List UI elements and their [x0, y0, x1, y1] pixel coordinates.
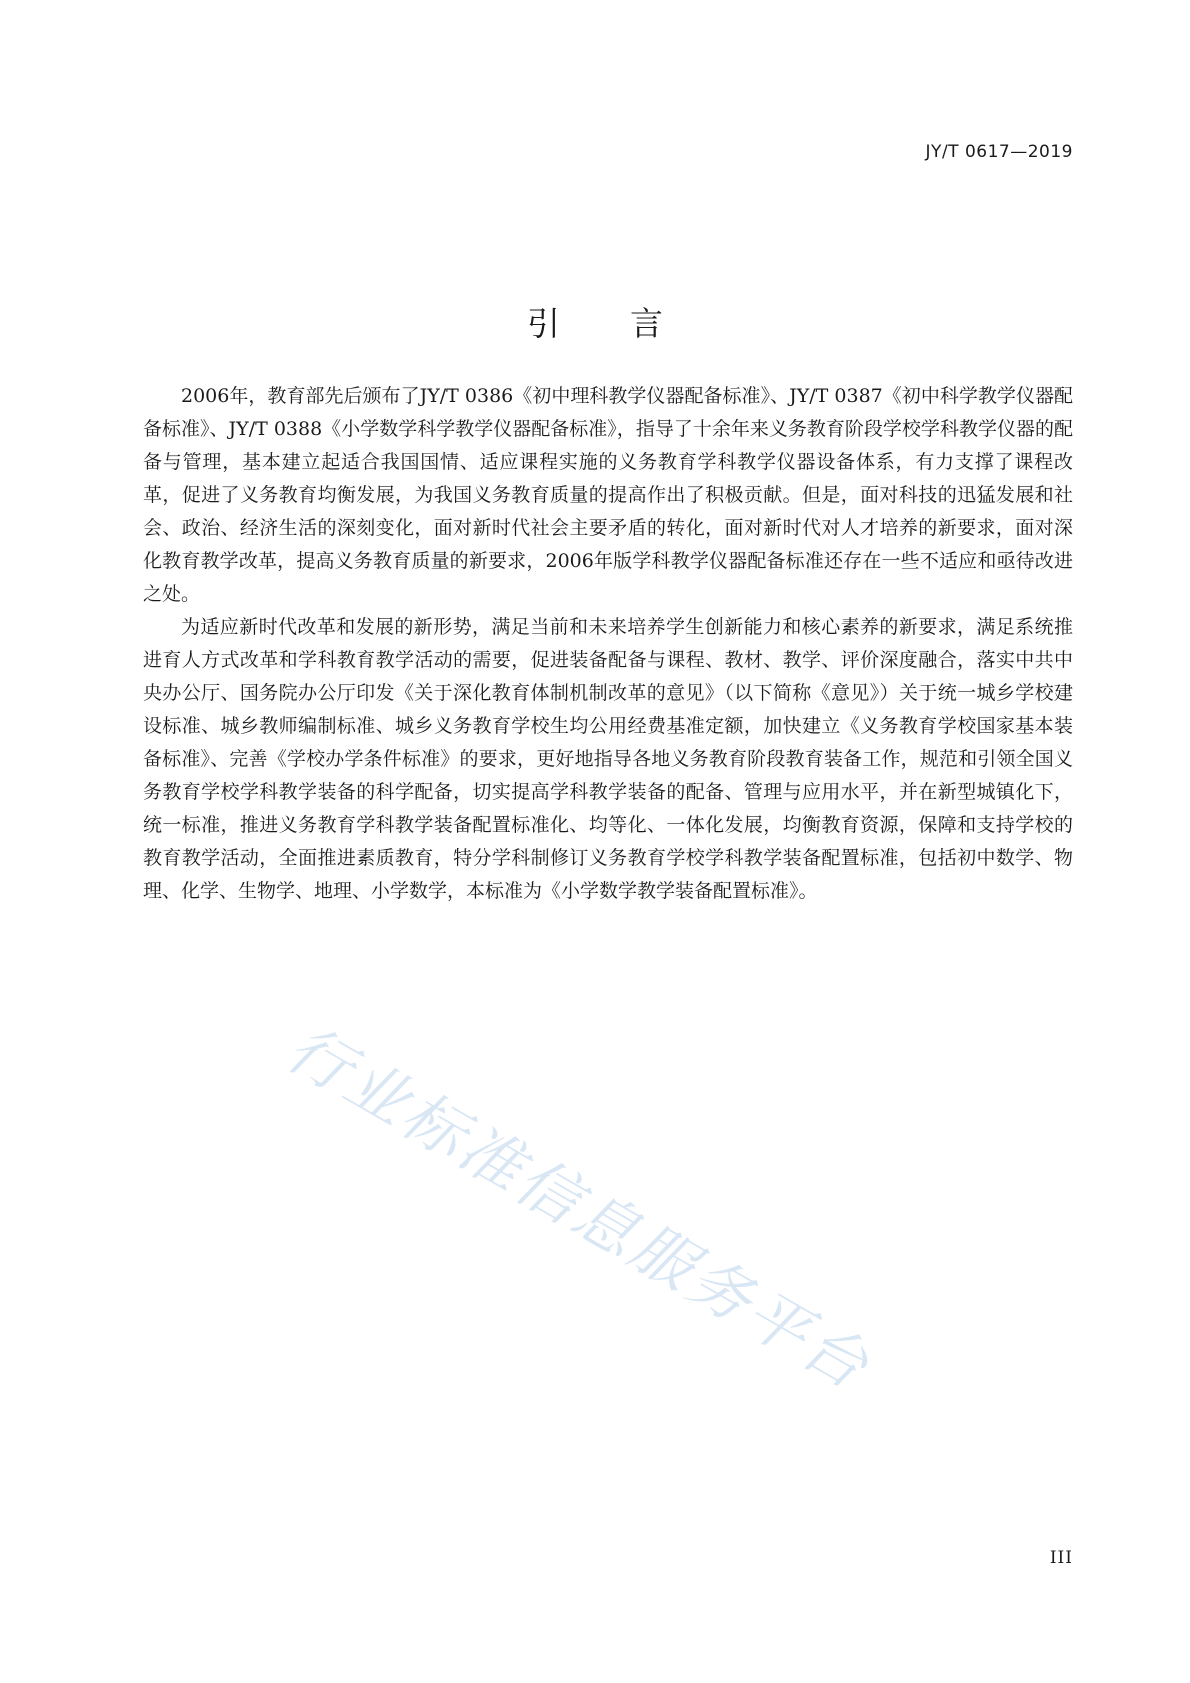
standard-code: JY/T 0617—2019	[925, 142, 1073, 162]
title-char-1: 引	[527, 304, 560, 344]
document-body	[143, 380, 1073, 908]
page-title	[0, 298, 1190, 345]
page-number: III	[1049, 1548, 1073, 1568]
paragraph-1: 2006年，教育部先后颁布了JY/T 0386《初中理科教学仪器配备标准》、JY/T 0387《初中科学教学仪器配备标准》、JY/T 0388《小学数学科学教学仪器配备标准》，指导了十余年来义务教育阶段学校学科教学仪器的配备与管理，基本建立起适合我国国情、适应课程实施的义务教育学科教学仪器设备体系，有力支撑了课程改革，促进了义务教育均衡发展，为我国义务教育质量的提高作出了积极贡献。但是，面对科技的迅猛发展和社会、政治、经济生活的深刻变化，面对新时代社会主要矛盾的转化，面对新时代对人才培养的新要求，面对深化教育教学改革，提高义务教育质量的新要求，2006年版学科教学仪器配备标准还存在一些不适应和亟待改进之处。	[143, 385, 1073, 605]
title-char-2: 言	[630, 304, 663, 344]
watermark: 行业标准信息服务平台	[275, 1011, 884, 1405]
paragraph-2: 为适应新时代改革和发展的新形势，满足当前和未来培养学生创新能力和核心素养的新要求，满足系统推进育人方式改革和学科教育教学活动的需要，促进装备配备与课程、教材、教学、评价深度融合，落实中共中央办公厅、国务院办公厅印发《关于深化教育体制机制改革的意见》（以下简称《意见》）关于统一城乡学校建设标准、城乡教师编制标准、城乡义务教育学校生均公用经费基准定额，加快建立《义务教育学校国家基本装备标准》、完善《学校办学条件标准》的要求，更好地指导各地义务教育阶段教育装备工作，规范和引领全国义务教育学校学科教学装备的科学配备，切实提高学科教学装备的配备、管理与应用水平，并在新型城镇化下，统一标准，推进义务教育学科教学装备配置标准化、均等化、一体化发展，均衡教育资源，保障和支持学校的教育教学活动，全面推进素质教育，特分学科制修订义务教育学校学科教学装备配置标准，包括初中数学、物理、化学、生物学、地理、小学数学，本标准为《小学数学教学装备配置标准》。	[143, 616, 1073, 902]
